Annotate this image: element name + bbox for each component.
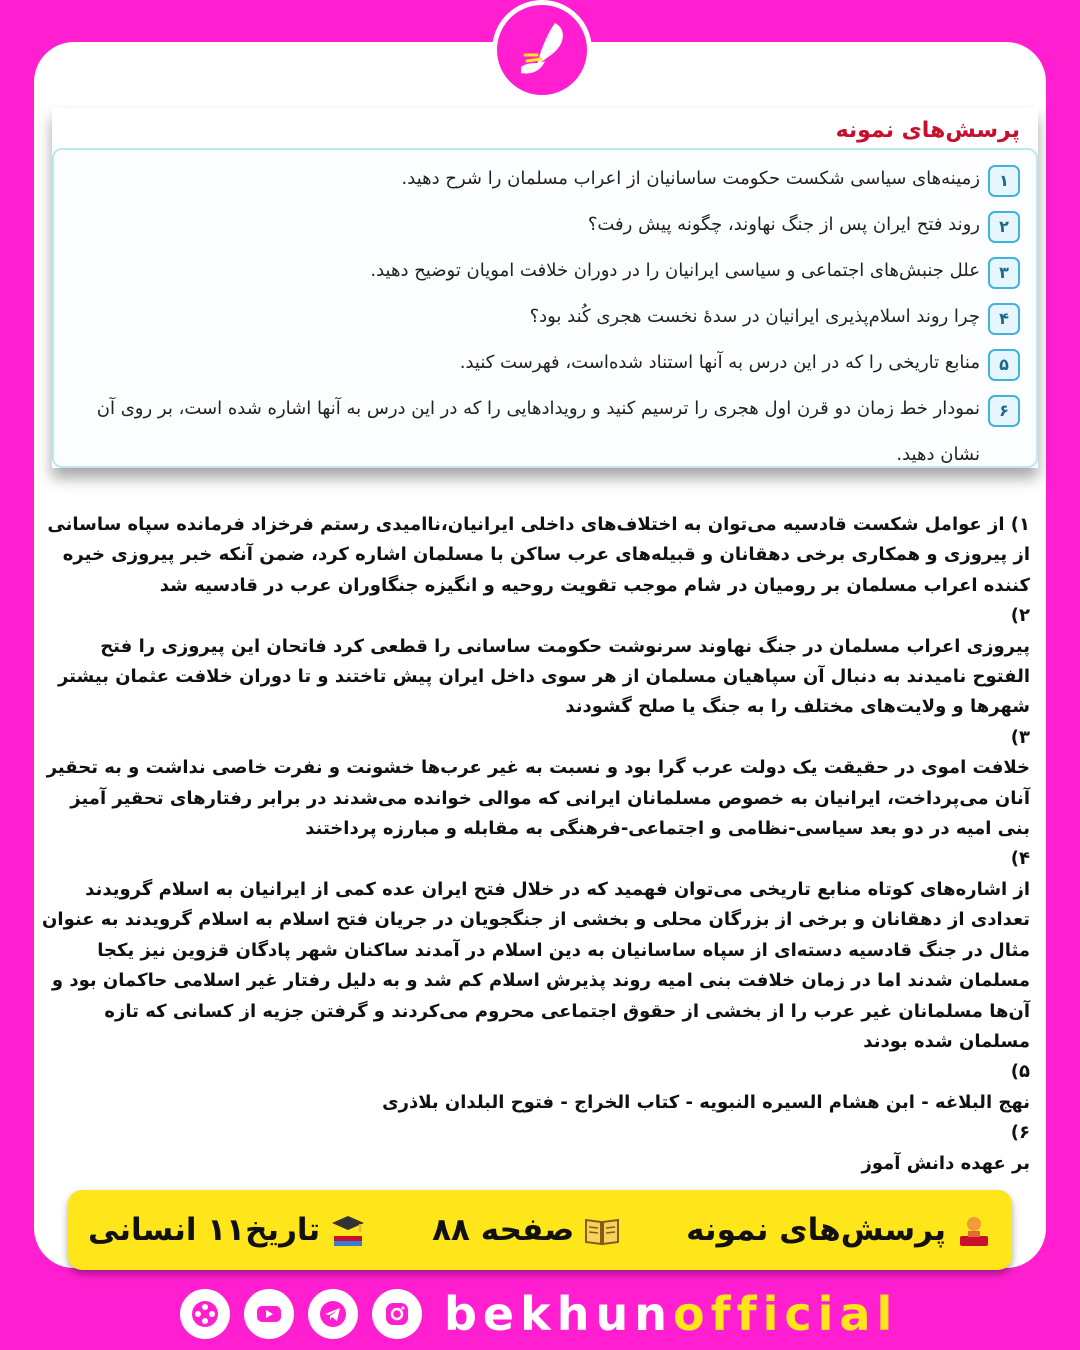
question-number: ۴: [988, 303, 1020, 335]
social-bar: [180, 1286, 898, 1342]
answer-1: ۱) از عوامل شکست قادسیه می‌توان به اختلاف‌های داخلی ایرانیان،ناامیدی رستم فرخزاد فرمانده سپاه ساسانی از پیروزی و همکاری برخی دهقانان و قبیله‌های عرب ساکن با مسلمان اشاره کرد، ضمن آنکه خبر پیروزی خیره کننده اعراب مسلمان بر رومیان در شام موجب تقویت روحیه و انگیزه جنگاوران عرب در قادسیه شد: [47, 514, 1030, 596]
film-reel-icon: [190, 1299, 220, 1329]
textbook-excerpt: [52, 108, 1038, 468]
question-number: ۱: [988, 165, 1020, 197]
question-text: زمینه‌های سیاسی شکست حکومت ساسانیان از اعراب مسلمان را شرح دهید.: [401, 168, 980, 189]
question-number: ۲: [988, 211, 1020, 243]
question-row: [70, 156, 1020, 202]
brand-handle: [444, 1287, 898, 1341]
question-number: ۳: [988, 257, 1020, 289]
answer-3: خلافت اموی در حقیقت یک دولت عرب گرا بود و نسبت به غیر عرب‌ها خشونت و نفرت خاصی نداشت و به تحقیر آنان می‌پرداخت، ایرانیان به خصوص مسلمانان ایرانی که موالی خوانده می‌شدند در برابر رفتارهای تحقیر آمیز بنی امیه در دو بعد سیاسی-نظامی و اجتماعی-فرهنگی به مقابله و مبارزه پرداختند: [46, 757, 1030, 840]
answer-number-4: ۴): [1010, 848, 1030, 870]
footer-section-label: پرسش‌های نمونه: [686, 1212, 946, 1248]
question-text: منابع تاریخی را که در این درس به آنها استناد شده‌است، فهرست کنید.: [459, 352, 980, 373]
question-row: [70, 386, 1020, 478]
footer-page: [432, 1212, 620, 1248]
teacher-icon: [956, 1212, 992, 1248]
logo: [492, 0, 592, 100]
instagram-link[interactable]: [372, 1289, 422, 1339]
footer-course-label: تاریخ۱۱ انسانی: [88, 1212, 321, 1248]
answers-section: [38, 510, 1030, 1179]
telegram-link[interactable]: [308, 1289, 358, 1339]
question-row: [70, 340, 1020, 386]
answer-number-5: ۵): [1010, 1061, 1030, 1083]
answer-number-2: ۲): [1010, 605, 1030, 627]
excerpt-title: پرسش‌های نمونه: [835, 118, 1020, 143]
telegram-icon: [318, 1299, 348, 1329]
question-row: [70, 294, 1020, 340]
brand-part-1: bekhun: [444, 1287, 673, 1341]
question-text: روند فتح ایران پس از جنگ نهاوند، چگونه پیش رفت؟: [587, 214, 980, 235]
answer-5: نهج البلاغه - ابن هشام السیره النبویه - کتاب الخراج - فتوح البلدان بلاذری: [382, 1091, 1030, 1113]
answer-2: پیروزی اعراب مسلمان در جنگ نهاوند سرنوشت حکومت ساسانی را قطعی کرد فاتحان این پیروزی را فتح الفتوح نامیدند به دنبال آن سپاهیان مسلمان از هر سوی داخل ایران پیش تاختند و تا دوران خلافت عثمان بیشتر شهرها و ولایت‌های مختلف را به جنگ یا صلح گشودند: [57, 635, 1030, 718]
open-book-icon: [584, 1212, 620, 1248]
question-text: علل جنبش‌های اجتماعی و سیاسی ایرانیان را در دوران خلافت امویان توضیح دهید.: [370, 260, 980, 281]
question-text: نمودار خط زمان دو قرن اول هجری را ترسیم کنید و رویدادهایی را که در این درس به آنها اشاره شده است، بر روی آن نشان دهید.: [96, 398, 980, 465]
youtube-icon: [254, 1299, 284, 1329]
answer-6: بر عهده دانش آموز: [861, 1152, 1030, 1174]
answer-number-6: ۶): [1010, 1122, 1030, 1144]
question-row: [70, 202, 1020, 248]
footer-info-bar: [68, 1190, 1012, 1270]
question-number: ۵: [988, 349, 1020, 381]
footer-section: [686, 1212, 992, 1248]
answer-4: از اشاره‌های کوتاه منابع تاریخی می‌توان فهمید که در خلال فتح ایران عده کمی از ایرانیان به اسلام گرویدند تعدادی از دهقانان و برخی از بزرگان محلی و بخشی از جنگجویان در جریان فتح اسلام به اسلام گرویدند به عنوان مثال در جنگ قادسیه دسته‌ای از سپاه ساسانیان به دین اسلام در آمدند ساکنان شهر پادگان قزوین نیز یکجا مسلمان شدند اما در زمان خلافت بنی امیه روند پذیرش اسلام کم شد و به دلیل رفتار غیر اسلامی حاکمان بود و آن‌ها مسلمانان غیر عرب را از بخشی از حقوق اجتماعی محروم می‌کردند و گرفتن جزیه از کسانی که تازه مسلمان شده بودند: [42, 878, 1030, 1052]
question-number: ۶: [988, 395, 1020, 427]
footer-page-label: صفحه ۸۸: [432, 1212, 575, 1248]
question-row: [70, 248, 1020, 294]
question-text: چرا روند اسلام‌پذیری ایرانیان در سدهٔ نخست هجری کُند بود؟: [529, 306, 980, 327]
graduation-cap-icon: [330, 1212, 366, 1248]
youtube-link[interactable]: [244, 1289, 294, 1339]
quill-logo-icon: [507, 15, 577, 85]
answer-number-3: ۳): [1010, 726, 1030, 748]
film-reel-link[interactable]: [180, 1289, 230, 1339]
questions-box: [52, 148, 1038, 468]
brand-part-2: official: [672, 1287, 899, 1341]
instagram-icon: [382, 1299, 412, 1329]
footer-course: [88, 1212, 366, 1248]
